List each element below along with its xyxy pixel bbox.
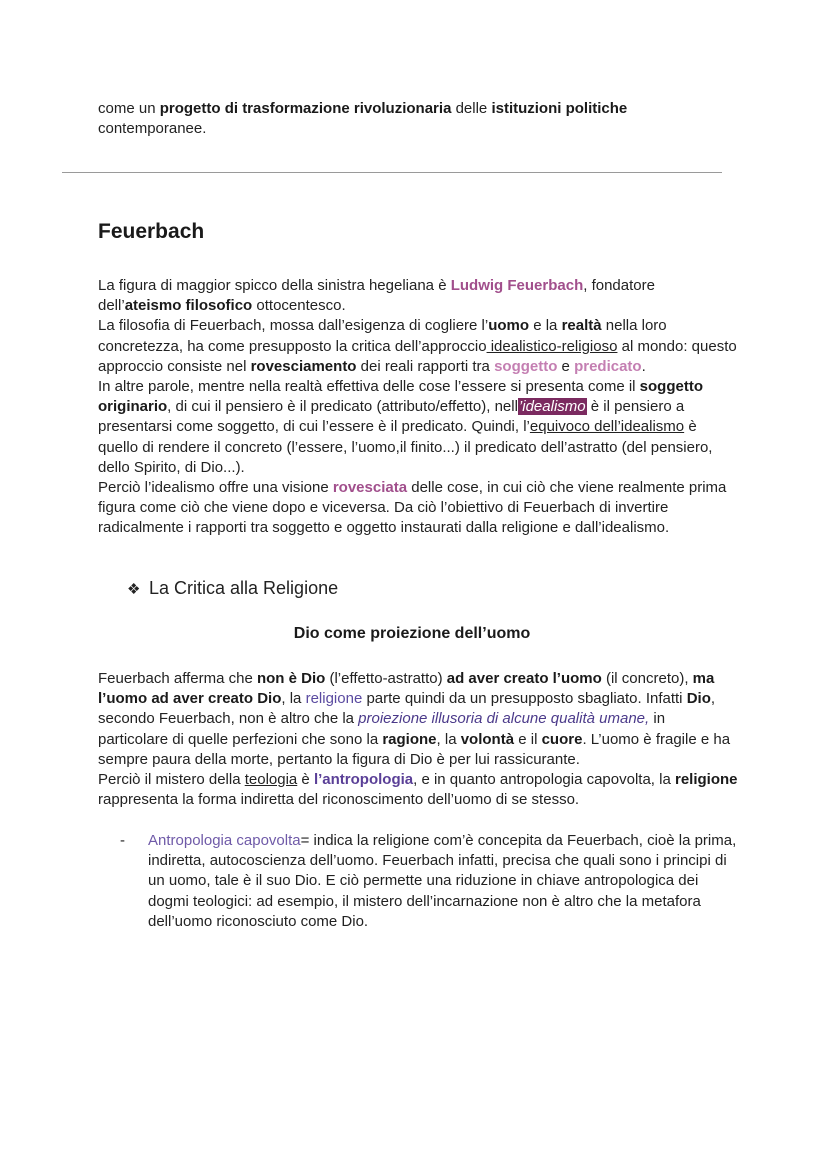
- bold-run: cuore: [541, 730, 583, 748]
- text-run: (l’effetto-astratto): [325, 670, 447, 687]
- text-run: delle cose, in cui ciò che viene realmente prima figura come ciò che viene dopo e viceversa. Da ciò l’obiettivo di Feuerbach di invertire radicalmente i rapporti tra soggetto e oggetto instaurati dalla religione e dall’idealismo.: [98, 479, 727, 537]
- bold-run: non è Dio: [256, 670, 326, 687]
- text-run: è quello di rendere il concreto (l’essere, l’uomo,il finito...) il predicato dell’astratto (del pensiero, dello Spirito, di Dio...).: [98, 418, 713, 476]
- purple-bold-run: l’antropologia: [313, 771, 414, 789]
- bold-run: rovesciamento: [250, 357, 357, 375]
- text-run: ottocentesco.: [252, 297, 346, 315]
- bold-run: Dio: [686, 690, 711, 708]
- highlighted-idealismo: ’idealismo: [518, 398, 586, 416]
- text-run: (il concreto),: [601, 670, 693, 687]
- bold-run: ma l’uomo ad aver creato Dio: [98, 670, 715, 708]
- section-title: La Critica alla Religione: [149, 578, 339, 598]
- text-run: come un: [98, 100, 160, 117]
- text-run: e il: [514, 730, 542, 748]
- text-run: , e in quanto antropologia capovolta, la: [413, 771, 675, 789]
- text-run: Feuerbach afferma che: [98, 670, 257, 687]
- highlight-name: Ludwig Feuerbach: [450, 277, 584, 294]
- underlined-run: teologia: [244, 771, 298, 789]
- section-heading: [127, 578, 338, 599]
- text-run: e la: [529, 317, 562, 335]
- text-run: .: [641, 357, 646, 375]
- italic-run: proiezione illusoria di alcune qualità umane,: [358, 710, 650, 728]
- feuerbach-paragraph: [98, 276, 738, 539]
- text-run: parte quindi da un presupposto sbagliato. Infatti: [362, 690, 687, 708]
- text-run: In altre parole, mentre nella realtà effettiva delle cose l’essere si presenta come il: [98, 378, 640, 396]
- text-run: delle: [451, 100, 492, 117]
- bold-run: istituzioni politiche: [491, 100, 628, 117]
- religion-paragraph: [98, 669, 738, 810]
- bold-run: religione: [674, 771, 738, 789]
- diamond-bullet-icon: ❖: [127, 581, 141, 598]
- text-run: , la: [281, 690, 306, 708]
- bold-run: volontà: [460, 730, 515, 748]
- bold-run: ad aver creato l’uomo: [446, 670, 602, 687]
- list-definition: = indica la religione com’è concepita da Feuerbach, cioè la prima, indiretta, autocoscienza dell’uomo. Feuerbach infatti, precisa che quali sono i principi di un uomo, tale è il suo Dio. E ciò permette una riduzione in chiave antropologica dei dogmi teologici: ad esempio, il mistero dell’incarnazione non è altro che la metafora dell’uomo riconosciuto come Dio.: [148, 832, 737, 930]
- horizontal-rule: [62, 172, 722, 173]
- text-run: Perciò l’idealismo offre una visione: [98, 479, 333, 497]
- intro-paragraph: [98, 99, 738, 139]
- text-run: , di cui il pensiero è il predicato (attributo/effetto), nell: [167, 398, 518, 416]
- text-run: dei reali rapporti tra: [356, 357, 495, 375]
- text-run: è il pensiero a presentarsi come soggetto, di cui l’essere è il predicato. Quindi, l’: [98, 398, 685, 436]
- text-run: La filosofia di Feuerbach, mossa dall’esigenza di cogliere l’: [98, 317, 489, 335]
- list-item-text: [148, 831, 738, 932]
- page-title: Feuerbach: [98, 220, 205, 243]
- text-run: , la: [436, 730, 461, 748]
- bold-run: uomo: [488, 317, 530, 335]
- highlight-soggetto: soggetto: [494, 357, 558, 375]
- text-run: rappresenta la forma indiretta del riconoscimento dell’uomo di se stesso.: [98, 791, 580, 809]
- text-run: contemporanee.: [98, 120, 207, 138]
- text-run: al mondo: questo approccio consiste nel: [98, 337, 737, 375]
- underlined-run: idealistico-religioso: [486, 337, 618, 355]
- text-run: in particolare di quelle perfezioni che sono la: [98, 710, 666, 748]
- text-run: nella loro concretezza, ha come presupposto la critica dell’approccio: [98, 317, 667, 355]
- bold-run: ateismo filosofico: [124, 297, 253, 315]
- subtitle: Dio come proiezione dell’uomo: [293, 625, 531, 642]
- text-run: è: [297, 771, 314, 789]
- list-term: Antropologia capovolta: [148, 832, 301, 849]
- text-run: Perciò il mistero della: [98, 771, 245, 789]
- bold-run: realtà: [561, 317, 602, 335]
- highlight-predicato: predicato: [574, 357, 642, 375]
- text-run: , fondatore dell’: [98, 277, 655, 315]
- dash-bullet-icon: -: [120, 832, 125, 849]
- text-run: . L’uomo è fragile e ha sempre paura della morte, pertanto la figura di Dio è per lui rassicurante.: [98, 730, 731, 768]
- purple-run: religione: [305, 690, 363, 708]
- text-run: La figura di maggior spicco della sinistra hegeliana è: [98, 277, 451, 294]
- text-run: , secondo Feuerbach, non è altro che la: [98, 690, 716, 728]
- bold-run: soggetto originario: [98, 378, 703, 416]
- bold-run: ragione: [382, 730, 437, 748]
- text-run: e: [557, 357, 575, 375]
- highlight-rovesciata: rovesciata: [332, 479, 408, 497]
- underlined-run: equivoco dell’idealismo: [529, 418, 685, 436]
- bold-run: progetto di trasformazione rivoluzionaria: [159, 100, 452, 117]
